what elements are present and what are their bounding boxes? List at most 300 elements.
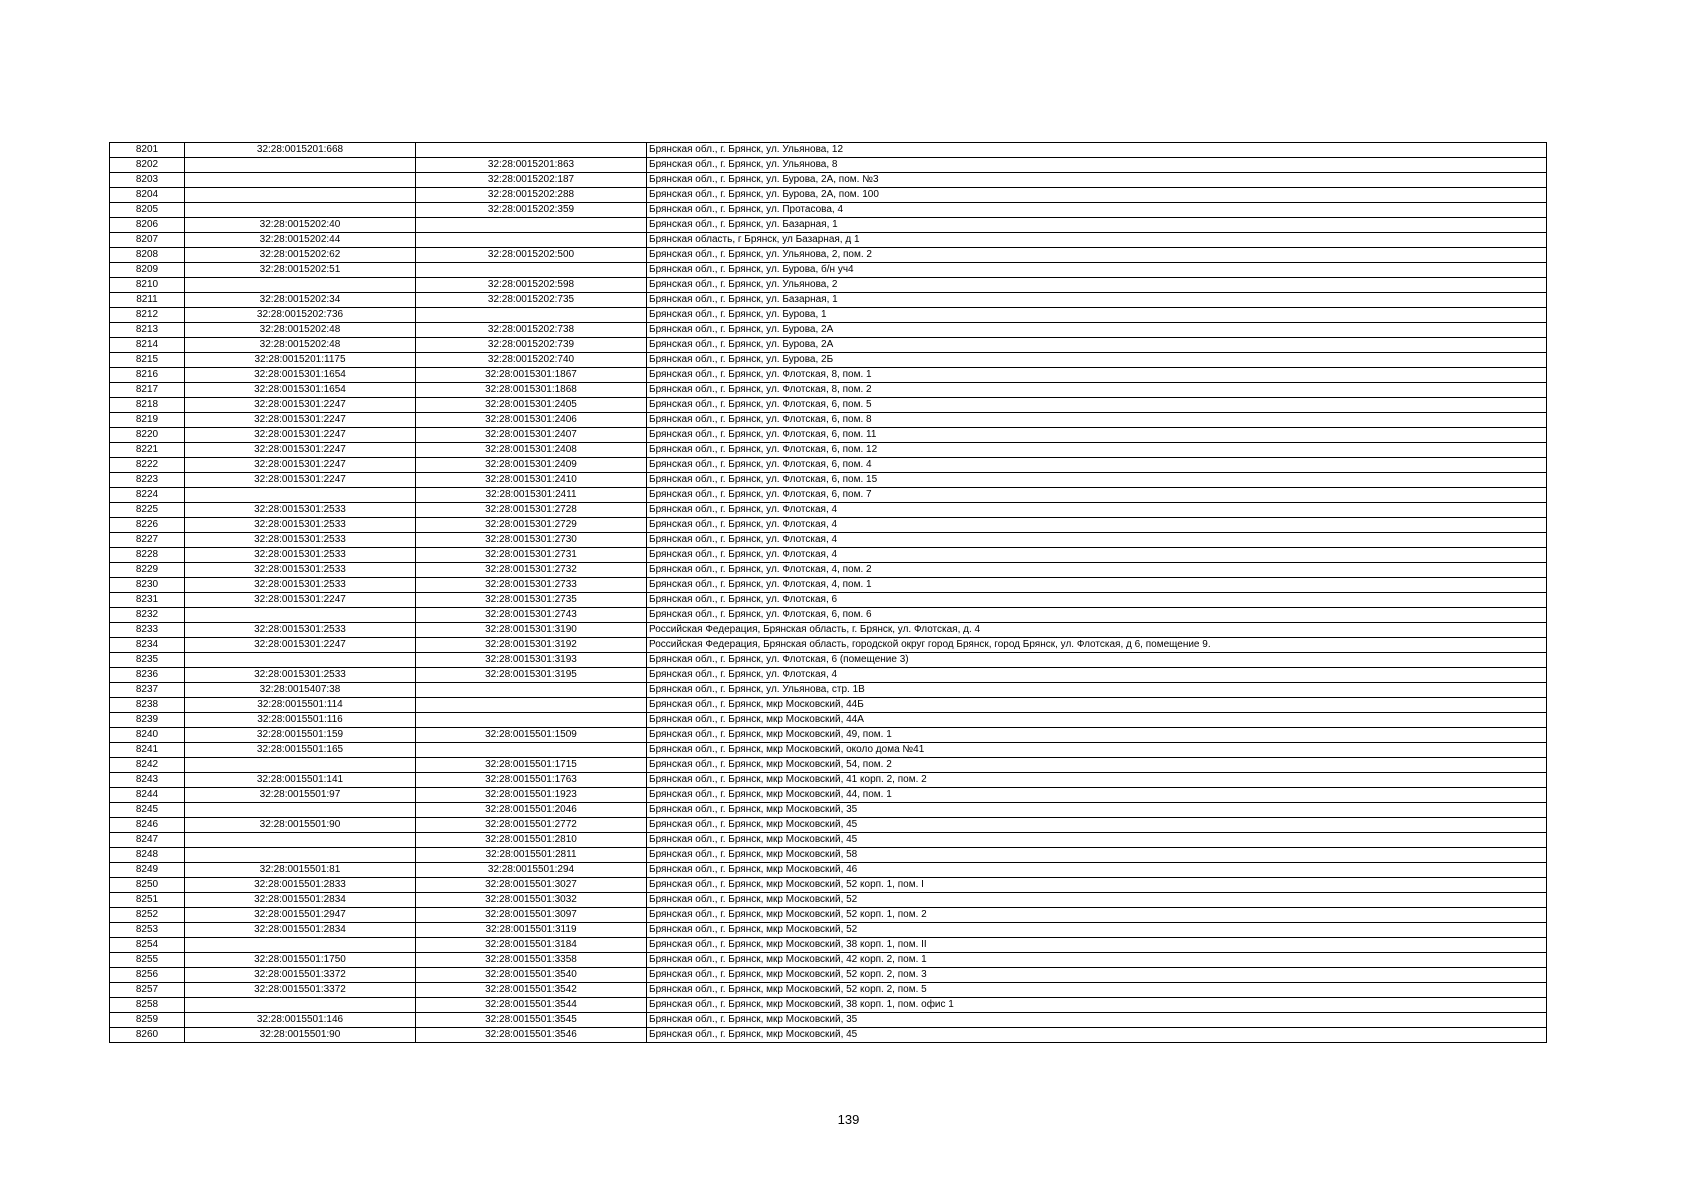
table-row (110, 398, 1547, 413)
address-cell: Брянская обл., г. Брянск, ул. Флотская, 4 (647, 668, 1547, 683)
address-cell: Брянская обл., г. Брянск, ул. Флотская, 4, пом. 1 (647, 578, 1547, 593)
page-number: 139 (837, 1112, 860, 1127)
row-number-cell: 8214 (110, 338, 185, 353)
row-number-cell: 8227 (110, 533, 185, 548)
cadastral-number-cell (185, 278, 416, 293)
cadastral-number-cell: 32:28:0015501:81 (185, 863, 416, 878)
object-number-cell: 32:28:0015501:2811 (416, 848, 647, 863)
table-row (110, 713, 1547, 728)
table-row (110, 638, 1547, 653)
object-number-cell: 32:28:0015501:3540 (416, 968, 647, 983)
cadastral-number-cell: 32:28:0015501:2947 (185, 908, 416, 923)
data-table (109, 142, 1547, 1043)
address-cell: Брянская обл., г. Брянск, ул. Флотская, 6, пом. 8 (647, 413, 1547, 428)
row-number-cell: 8260 (110, 1028, 185, 1043)
cadastral-number-cell: 32:28:0015301:2247 (185, 458, 416, 473)
cadastral-number-cell (185, 158, 416, 173)
table-row (110, 803, 1547, 818)
cadastral-number-cell: 32:28:0015501:90 (185, 818, 416, 833)
object-number-cell: 32:28:0015301:2408 (416, 443, 647, 458)
object-number-cell: 32:28:0015301:3195 (416, 668, 647, 683)
table-row (110, 683, 1547, 698)
object-number-cell: 32:28:0015301:2405 (416, 398, 647, 413)
object-number-cell: 32:28:0015202:740 (416, 353, 647, 368)
address-cell: Брянская обл., г. Брянск, ул. Флотская, 6, пом. 15 (647, 473, 1547, 488)
object-number-cell: 32:28:0015202:500 (416, 248, 647, 263)
table-row (110, 863, 1547, 878)
table-row (110, 908, 1547, 923)
table-row (110, 1013, 1547, 1028)
address-cell: Брянская обл., г. Брянск, мкр Московский, 52 корп. 2, пом. 3 (647, 968, 1547, 983)
cadastral-number-cell: 32:28:0015301:2247 (185, 473, 416, 488)
object-number-cell: 32:28:0015501:294 (416, 863, 647, 878)
cadastral-number-cell: 32:28:0015501:116 (185, 713, 416, 728)
object-number-cell: 32:28:0015301:2728 (416, 503, 647, 518)
cadastral-number-cell (185, 758, 416, 773)
object-number-cell: 32:28:0015301:2409 (416, 458, 647, 473)
object-number-cell: 32:28:0015202:739 (416, 338, 647, 353)
row-number-cell: 8253 (110, 923, 185, 938)
row-number-cell: 8221 (110, 443, 185, 458)
address-cell: Брянская обл., г. Брянск, ул. Ульянова, стр. 1В (647, 683, 1547, 698)
row-number-cell: 8228 (110, 548, 185, 563)
object-number-cell: 32:28:0015501:3358 (416, 953, 647, 968)
address-cell: Брянская обл., г. Брянск, ул. Бурова, 2А (647, 338, 1547, 353)
row-number-cell: 8205 (110, 203, 185, 218)
row-number-cell: 8233 (110, 623, 185, 638)
cadastral-number-cell: 32:28:0015202:736 (185, 308, 416, 323)
cadastral-number-cell: 32:28:0015301:2247 (185, 443, 416, 458)
row-number-cell: 8229 (110, 563, 185, 578)
object-number-cell: 32:28:0015501:1923 (416, 788, 647, 803)
row-number-cell: 8202 (110, 158, 185, 173)
cadastral-number-cell: 32:28:0015301:2247 (185, 398, 416, 413)
object-number-cell: 32:28:0015202:735 (416, 293, 647, 308)
cadastral-number-cell: 32:28:0015202:48 (185, 323, 416, 338)
cadastral-number-cell: 32:28:0015202:48 (185, 338, 416, 353)
address-cell: Брянская обл., г. Брянск, мкр Московский, 45 (647, 833, 1547, 848)
address-cell: Брянская обл., г. Брянск, ул. Базарная, 1 (647, 218, 1547, 233)
address-cell: Брянская обл., г. Брянск, ул. Протасова, 4 (647, 203, 1547, 218)
row-number-cell: 8225 (110, 503, 185, 518)
table-row (110, 563, 1547, 578)
table-row (110, 458, 1547, 473)
cadastral-number-cell: 32:28:0015301:2533 (185, 548, 416, 563)
row-number-cell: 8224 (110, 488, 185, 503)
row-number-cell: 8219 (110, 413, 185, 428)
address-cell: Брянская обл., г. Брянск, ул. Бурова, б/н уч4 (647, 263, 1547, 278)
cadastral-number-cell: 32:28:0015202:34 (185, 293, 416, 308)
cadastral-number-cell: 32:28:0015501:2834 (185, 923, 416, 938)
address-cell: Брянская обл., г. Брянск, ул. Флотская, 6, пом. 4 (647, 458, 1547, 473)
row-number-cell: 8238 (110, 698, 185, 713)
object-number-cell (416, 263, 647, 278)
cadastral-number-cell: 32:28:0015501:90 (185, 1028, 416, 1043)
address-cell: Брянская обл., г. Брянск, мкр Московский, 49, пом. 1 (647, 728, 1547, 743)
row-number-cell: 8235 (110, 653, 185, 668)
address-cell: Брянская обл., г. Брянск, мкр Московский, 58 (647, 848, 1547, 863)
cadastral-number-cell: 32:28:0015202:40 (185, 218, 416, 233)
row-number-cell: 8241 (110, 743, 185, 758)
object-number-cell (416, 713, 647, 728)
row-number-cell: 8240 (110, 728, 185, 743)
object-number-cell: 32:28:0015301:1867 (416, 368, 647, 383)
table-row (110, 608, 1547, 623)
cadastral-number-cell: 32:28:0015501:159 (185, 728, 416, 743)
object-number-cell: 32:28:0015501:3097 (416, 908, 647, 923)
cadastral-number-cell: 32:28:0015407:38 (185, 683, 416, 698)
address-cell: Брянская обл., г. Брянск, ул. Флотская, 8, пом. 2 (647, 383, 1547, 398)
address-cell: Брянская обл., г. Брянск, ул. Флотская, 4 (647, 503, 1547, 518)
row-number-cell: 8244 (110, 788, 185, 803)
row-number-cell: 8258 (110, 998, 185, 1013)
object-number-cell: 32:28:0015501:3545 (416, 1013, 647, 1028)
address-cell: Российская Федерация, Брянская область, городской округ город Брянск, город Брянск, ул. Флотская, д 6, помещение 9. (647, 638, 1547, 653)
address-cell: Брянская обл., г. Брянск, мкр Московский, 38 корп. 1, пом. II (647, 938, 1547, 953)
table-row (110, 518, 1547, 533)
object-number-cell: 32:28:0015202:359 (416, 203, 647, 218)
object-number-cell: 32:28:0015301:2406 (416, 413, 647, 428)
object-number-cell (416, 683, 647, 698)
row-number-cell: 8236 (110, 668, 185, 683)
address-cell: Брянская обл., г. Брянск, ул. Флотская, 6, пом. 6 (647, 608, 1547, 623)
object-number-cell: 32:28:0015501:2046 (416, 803, 647, 818)
row-number-cell: 8211 (110, 293, 185, 308)
row-number-cell: 8223 (110, 473, 185, 488)
object-number-cell: 32:28:0015301:2732 (416, 563, 647, 578)
address-cell: Брянская обл., г. Брянск, мкр Московский, 52 корп. 2, пом. 5 (647, 983, 1547, 998)
address-cell: Брянская обл., г. Брянск, ул. Ульянова, 2 (647, 278, 1547, 293)
address-cell: Брянская обл., г. Брянск, мкр Московский, 35 (647, 803, 1547, 818)
table-body (110, 143, 1547, 1043)
table-row (110, 443, 1547, 458)
address-cell: Брянская обл., г. Брянск, ул. Флотская, 8, пом. 1 (647, 368, 1547, 383)
table-row (110, 743, 1547, 758)
object-number-cell: 32:28:0015501:1715 (416, 758, 647, 773)
object-number-cell (416, 143, 647, 158)
address-cell: Брянская обл., г. Брянск, ул. Ульянова, 8 (647, 158, 1547, 173)
object-number-cell: 32:28:0015202:738 (416, 323, 647, 338)
cadastral-number-cell (185, 653, 416, 668)
address-cell: Российская Федерация, Брянская область, г. Брянск, ул. Флотская, д. 4 (647, 623, 1547, 638)
address-cell: Брянская обл., г. Брянск, ул. Бурова, 1 (647, 308, 1547, 323)
object-number-cell (416, 698, 647, 713)
table-row (110, 248, 1547, 263)
row-number-cell: 8239 (110, 713, 185, 728)
row-number-cell: 8246 (110, 818, 185, 833)
row-number-cell: 8234 (110, 638, 185, 653)
table-row (110, 893, 1547, 908)
address-cell: Брянская обл., г. Брянск, ул. Флотская, 6 (647, 593, 1547, 608)
row-number-cell: 8249 (110, 863, 185, 878)
object-number-cell: 32:28:0015301:2743 (416, 608, 647, 623)
row-number-cell: 8208 (110, 248, 185, 263)
object-number-cell: 32:28:0015301:2730 (416, 533, 647, 548)
row-number-cell: 8222 (110, 458, 185, 473)
row-number-cell: 8213 (110, 323, 185, 338)
object-number-cell (416, 233, 647, 248)
row-number-cell: 8203 (110, 173, 185, 188)
cadastral-number-cell: 32:28:0015301:2247 (185, 428, 416, 443)
address-cell: Брянская обл., г. Брянск, ул. Бурова, 2А (647, 323, 1547, 338)
address-cell: Брянская обл., г. Брянск, мкр Московский, 42 корп. 2, пом. 1 (647, 953, 1547, 968)
row-number-cell: 8212 (110, 308, 185, 323)
row-number-cell: 8257 (110, 983, 185, 998)
row-number-cell: 8218 (110, 398, 185, 413)
object-number-cell: 32:28:0015301:2410 (416, 473, 647, 488)
address-cell: Брянская обл., г. Брянск, мкр Московский, 38 корп. 1, пом. офис 1 (647, 998, 1547, 1013)
table-row (110, 953, 1547, 968)
cadastral-number-cell: 32:28:0015501:3372 (185, 983, 416, 998)
row-number-cell: 8259 (110, 1013, 185, 1028)
cadastral-number-cell: 32:28:0015201:1175 (185, 353, 416, 368)
table-row (110, 488, 1547, 503)
address-cell: Брянская обл., г. Брянск, ул. Бурова, 2А, пом. №3 (647, 173, 1547, 188)
object-number-cell: 32:28:0015501:1763 (416, 773, 647, 788)
table-row (110, 173, 1547, 188)
address-cell: Брянская обл., г. Брянск, мкр Московский, 45 (647, 818, 1547, 833)
table-row (110, 203, 1547, 218)
row-number-cell: 8201 (110, 143, 185, 158)
cadastral-number-cell: 32:28:0015202:62 (185, 248, 416, 263)
table-row (110, 338, 1547, 353)
table-row (110, 578, 1547, 593)
table-row (110, 368, 1547, 383)
row-number-cell: 8254 (110, 938, 185, 953)
address-cell: Брянская обл., г. Брянск, ул. Флотская, 6, пом. 5 (647, 398, 1547, 413)
table-row (110, 848, 1547, 863)
row-number-cell: 8230 (110, 578, 185, 593)
cadastral-number-cell: 32:28:0015202:44 (185, 233, 416, 248)
table-row (110, 383, 1547, 398)
address-cell: Брянская обл., г. Брянск, ул. Флотская, 4 (647, 533, 1547, 548)
address-cell: Брянская обл., г. Брянск, мкр Московский, 52 корп. 1, пом. 2 (647, 908, 1547, 923)
object-number-cell (416, 218, 647, 233)
address-cell: Брянская обл., г. Брянск, ул. Флотская, 4 (647, 548, 1547, 563)
table-row (110, 533, 1547, 548)
address-cell: Брянская обл., г. Брянск, ул. Ульянова, 2, пом. 2 (647, 248, 1547, 263)
cadastral-number-cell: 32:28:0015301:2533 (185, 533, 416, 548)
object-number-cell: 32:28:0015501:1509 (416, 728, 647, 743)
address-cell: Брянская обл., г. Брянск, мкр Московский, 45 (647, 1028, 1547, 1043)
row-number-cell: 8231 (110, 593, 185, 608)
address-cell: Брянская обл., г. Брянск, ул. Флотская, 6, пом. 12 (647, 443, 1547, 458)
table-row (110, 1028, 1547, 1043)
object-number-cell (416, 308, 647, 323)
row-number-cell: 8216 (110, 368, 185, 383)
row-number-cell: 8210 (110, 278, 185, 293)
object-number-cell: 32:28:0015301:1868 (416, 383, 647, 398)
address-cell: Брянская обл., г. Брянск, мкр Московский, 52 (647, 893, 1547, 908)
cadastral-number-cell (185, 833, 416, 848)
object-number-cell: 32:28:0015301:3192 (416, 638, 647, 653)
row-number-cell: 8242 (110, 758, 185, 773)
row-number-cell: 8256 (110, 968, 185, 983)
object-number-cell: 32:28:0015301:3193 (416, 653, 647, 668)
row-number-cell: 8232 (110, 608, 185, 623)
cadastral-number-cell: 32:28:0015202:51 (185, 263, 416, 278)
row-number-cell: 8248 (110, 848, 185, 863)
cadastral-number-cell: 32:28:0015501:2834 (185, 893, 416, 908)
row-number-cell: 8245 (110, 803, 185, 818)
cadastral-number-cell: 32:28:0015301:2533 (185, 503, 416, 518)
object-number-cell: 32:28:0015501:3027 (416, 878, 647, 893)
cadastral-number-cell: 32:28:0015501:2833 (185, 878, 416, 893)
address-cell: Брянская обл., г. Брянск, мкр Московский, около дома №41 (647, 743, 1547, 758)
table-row (110, 293, 1547, 308)
object-number-cell: 32:28:0015501:3119 (416, 923, 647, 938)
address-cell: Брянская обл., г. Брянск, мкр Московский, 46 (647, 863, 1547, 878)
row-number-cell: 8252 (110, 908, 185, 923)
row-number-cell: 8220 (110, 428, 185, 443)
cadastral-number-cell: 32:28:0015501:114 (185, 698, 416, 713)
object-number-cell: 32:28:0015301:2411 (416, 488, 647, 503)
row-number-cell: 8237 (110, 683, 185, 698)
cadastral-number-cell: 32:28:0015501:3372 (185, 968, 416, 983)
table-row (110, 158, 1547, 173)
table-row (110, 503, 1547, 518)
row-number-cell: 8204 (110, 188, 185, 203)
cadastral-number-cell: 32:28:0015301:2533 (185, 563, 416, 578)
row-number-cell: 8226 (110, 518, 185, 533)
address-cell: Брянская обл., г. Брянск, ул. Флотская, 4 (647, 518, 1547, 533)
cadastral-number-cell: 32:28:0015301:2247 (185, 638, 416, 653)
object-number-cell: 32:28:0015202:187 (416, 173, 647, 188)
row-number-cell: 8206 (110, 218, 185, 233)
table-row (110, 998, 1547, 1013)
address-cell: Брянская обл., г. Брянск, ул. Базарная, 1 (647, 293, 1547, 308)
table-row (110, 308, 1547, 323)
cadastral-number-cell (185, 803, 416, 818)
cadastral-number-cell (185, 608, 416, 623)
address-cell: Брянская обл., г. Брянск, ул. Флотская, 6 (помещение 3) (647, 653, 1547, 668)
cadastral-number-cell (185, 848, 416, 863)
address-cell: Брянская обл., г. Брянск, ул. Флотская, 6, пом. 11 (647, 428, 1547, 443)
table-row (110, 413, 1547, 428)
object-number-cell: 32:28:0015501:3542 (416, 983, 647, 998)
table-row (110, 188, 1547, 203)
object-number-cell (416, 743, 647, 758)
cadastral-number-cell: 32:28:0015301:2247 (185, 593, 416, 608)
cadastral-number-cell (185, 188, 416, 203)
address-cell: Брянская обл., г. Брянск, мкр Московский, 41 корп. 2, пом. 2 (647, 773, 1547, 788)
address-cell: Брянская обл., г. Брянск, мкр Московский, 44А (647, 713, 1547, 728)
table-row (110, 278, 1547, 293)
object-number-cell: 32:28:0015301:2729 (416, 518, 647, 533)
table-row (110, 143, 1547, 158)
object-number-cell: 32:28:0015301:2731 (416, 548, 647, 563)
table-row (110, 788, 1547, 803)
table-row (110, 353, 1547, 368)
row-number-cell: 8215 (110, 353, 185, 368)
row-number-cell: 8243 (110, 773, 185, 788)
cadastral-number-cell: 32:28:0015301:2247 (185, 413, 416, 428)
cadastral-number-cell (185, 203, 416, 218)
object-number-cell: 32:28:0015202:288 (416, 188, 647, 203)
table-row (110, 428, 1547, 443)
table-row (110, 833, 1547, 848)
cadastral-number-cell: 32:28:0015501:1750 (185, 953, 416, 968)
object-number-cell: 32:28:0015501:3032 (416, 893, 647, 908)
object-number-cell: 32:28:0015202:598 (416, 278, 647, 293)
cadastral-number-cell: 32:28:0015501:146 (185, 1013, 416, 1028)
object-number-cell: 32:28:0015301:2407 (416, 428, 647, 443)
address-cell: Брянская обл., г. Брянск, мкр Московский, 44, пом. 1 (647, 788, 1547, 803)
cadastral-number-cell (185, 173, 416, 188)
row-number-cell: 8209 (110, 263, 185, 278)
table-row (110, 473, 1547, 488)
cadastral-number-cell: 32:28:0015501:97 (185, 788, 416, 803)
row-number-cell: 8217 (110, 383, 185, 398)
table-row (110, 968, 1547, 983)
table-row (110, 668, 1547, 683)
table-row (110, 263, 1547, 278)
object-number-cell: 32:28:0015501:3546 (416, 1028, 647, 1043)
object-number-cell: 32:28:0015501:3184 (416, 938, 647, 953)
table-row (110, 233, 1547, 248)
table-row (110, 698, 1547, 713)
cadastral-number-cell: 32:28:0015301:1654 (185, 368, 416, 383)
table-row (110, 983, 1547, 998)
row-number-cell: 8250 (110, 878, 185, 893)
object-number-cell: 32:28:0015301:2733 (416, 578, 647, 593)
cadastral-number-cell: 32:28:0015201:668 (185, 143, 416, 158)
row-number-cell: 8255 (110, 953, 185, 968)
cadastral-number-cell (185, 488, 416, 503)
object-number-cell: 32:28:0015501:3544 (416, 998, 647, 1013)
address-cell: Брянская обл., г. Брянск, мкр Московский, 52 (647, 923, 1547, 938)
object-number-cell: 32:28:0015501:2810 (416, 833, 647, 848)
object-number-cell: 32:28:0015501:2772 (416, 818, 647, 833)
table-row (110, 923, 1547, 938)
cadastral-number-cell: 32:28:0015301:2533 (185, 668, 416, 683)
table-row (110, 593, 1547, 608)
cadastral-number-cell: 32:28:0015301:1654 (185, 383, 416, 398)
address-cell: Брянская обл., г. Брянск, ул. Флотская, 6, пом. 7 (647, 488, 1547, 503)
table-row (110, 728, 1547, 743)
object-number-cell: 32:28:0015301:3190 (416, 623, 647, 638)
table-row (110, 653, 1547, 668)
table-row (110, 818, 1547, 833)
table-row (110, 623, 1547, 638)
row-number-cell: 8247 (110, 833, 185, 848)
object-number-cell: 32:28:0015301:2735 (416, 593, 647, 608)
table-row (110, 758, 1547, 773)
address-cell: Брянская обл., г. Брянск, мкр Московский, 52 корп. 1, пом. I (647, 878, 1547, 893)
address-cell: Брянская область, г Брянск, ул Базарная, д 1 (647, 233, 1547, 248)
table-row (110, 218, 1547, 233)
address-cell: Брянская обл., г. Брянск, ул. Флотская, 4, пом. 2 (647, 563, 1547, 578)
cadastral-number-cell: 32:28:0015301:2533 (185, 623, 416, 638)
table-row (110, 323, 1547, 338)
address-cell: Брянская обл., г. Брянск, ул. Бурова, 2А, пом. 100 (647, 188, 1547, 203)
address-cell: Брянская обл., г. Брянск, мкр Московский, 54, пом. 2 (647, 758, 1547, 773)
cadastral-number-cell: 32:28:0015301:2533 (185, 518, 416, 533)
cadastral-number-cell (185, 998, 416, 1013)
row-number-cell: 8207 (110, 233, 185, 248)
address-cell: Брянская обл., г. Брянск, мкр Московский, 44Б (647, 698, 1547, 713)
table-row (110, 938, 1547, 953)
cadastral-number-cell: 32:28:0015501:141 (185, 773, 416, 788)
row-number-cell: 8251 (110, 893, 185, 908)
table-row (110, 773, 1547, 788)
table-row (110, 548, 1547, 563)
cadastral-number-cell: 32:28:0015301:2533 (185, 578, 416, 593)
cadastral-number-cell: 32:28:0015501:165 (185, 743, 416, 758)
object-number-cell: 32:28:0015201:863 (416, 158, 647, 173)
table-row (110, 878, 1547, 893)
address-cell: Брянская обл., г. Брянск, ул. Ульянова, 12 (647, 143, 1547, 158)
